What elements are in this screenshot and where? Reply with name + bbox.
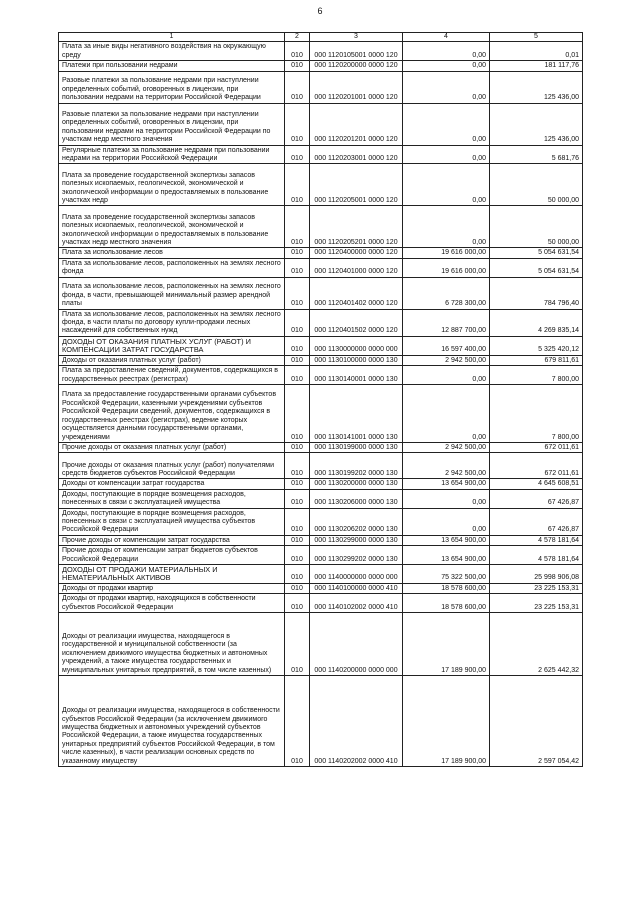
table-row xyxy=(59,336,583,355)
row-line-code-cell: 010 xyxy=(285,442,310,452)
row-executed-cell: 5 681,76 xyxy=(490,145,583,164)
row-name-cell: ДОХОДЫ ОТ ОКАЗАНИЯ ПЛАТНЫХ УСЛУГ (РАБОТ) И КОМПЕНСАЦИИ ЗАТРАТ ГОСУДАРСТВА xyxy=(59,336,285,355)
row-name-cell: Прочие доходы от компенсации затрат бюджетов субъектов Российской Федерации xyxy=(59,546,285,565)
row-executed-cell: 4 578 181,64 xyxy=(490,546,583,565)
row-line-code-cell: 010 xyxy=(285,355,310,365)
table-row xyxy=(59,366,583,385)
row-executed-cell: 50 000,00 xyxy=(490,164,583,206)
row-executed-cell: 181 117,76 xyxy=(490,61,583,71)
column-header: 3 xyxy=(310,33,403,42)
table-row xyxy=(59,442,583,452)
row-kbk-code-cell: 000 1130206202 0000 130 xyxy=(310,508,403,535)
row-kbk-code-cell: 000 1140200000 0000 000 xyxy=(310,613,403,676)
row-name-cell: Плата за предоставление сведений, документов, содержащихся в государственных реестрах (регистрах) xyxy=(59,366,285,385)
row-name-cell: Плата за использование лесов, расположенных на землях лесного фонда, в части платы по договору купли-продажи лесных насаждений для собственных нужд xyxy=(59,309,285,336)
table-row xyxy=(59,355,583,365)
row-name-cell: Плата за проведение государственной экспертизы запасов полезных ископаемых, геологической, экономической и экологической информации о предоставляемых в пользование участках недр xyxy=(59,164,285,206)
row-line-code-cell: 010 xyxy=(285,164,310,206)
row-kbk-code-cell: 000 1120401000 0000 120 xyxy=(310,258,403,277)
table-row xyxy=(59,479,583,489)
row-line-code-cell: 010 xyxy=(285,384,310,442)
row-executed-cell: 67 426,87 xyxy=(490,489,583,508)
column-header: 1 xyxy=(59,33,285,42)
row-kbk-code-cell: 000 1130199202 0000 130 xyxy=(310,453,403,479)
row-executed-cell: 2 597 054,42 xyxy=(490,676,583,767)
row-executed-cell: 2 625 442,32 xyxy=(490,613,583,676)
row-kbk-code-cell: 000 1120205201 0000 120 xyxy=(310,206,403,248)
row-name-cell: Разовые платежи за пользование недрами при наступлении определенных событий, оговоренных в лицензии, при пользовании недрами на территории Российской Федерации xyxy=(59,71,285,103)
row-name-cell: Плата за использование лесов xyxy=(59,248,285,258)
row-executed-cell: 4 645 608,51 xyxy=(490,479,583,489)
row-approved-plan-cell: 0,00 xyxy=(403,103,490,145)
row-name-cell: Доходы от реализации имущества, находящегося в государственной и муниципальной собственности (за исключением движимого имущества бюджетных и автономных учреждений, а также имущества государственных и муниципальных унитарных предприятий, в том числе казенных) xyxy=(59,613,285,676)
row-approved-plan-cell: 0,00 xyxy=(403,366,490,385)
row-kbk-code-cell: 000 1140100000 0000 410 xyxy=(310,583,403,593)
row-executed-cell: 5 054 631,54 xyxy=(490,248,583,258)
row-executed-cell: 0,01 xyxy=(490,42,583,61)
table-row xyxy=(59,564,583,583)
row-line-code-cell: 010 xyxy=(285,583,310,593)
row-executed-cell: 5 054 631,54 xyxy=(490,258,583,277)
table-row xyxy=(59,508,583,535)
row-approved-plan-cell: 0,00 xyxy=(403,206,490,248)
row-approved-plan-cell: 16 597 400,00 xyxy=(403,336,490,355)
row-line-code-cell: 010 xyxy=(285,546,310,565)
row-line-code-cell: 010 xyxy=(285,277,310,309)
column-header: 2 xyxy=(285,33,310,42)
row-kbk-code-cell: 000 1120201001 0000 120 xyxy=(310,71,403,103)
row-kbk-code-cell: 000 1130200000 0000 130 xyxy=(310,479,403,489)
row-approved-plan-cell: 19 616 000,00 xyxy=(403,258,490,277)
row-executed-cell: 5 325 420,12 xyxy=(490,336,583,355)
row-line-code-cell: 010 xyxy=(285,489,310,508)
row-kbk-code-cell: 000 1130140001 0000 130 xyxy=(310,366,403,385)
row-line-code-cell: 010 xyxy=(285,676,310,767)
row-name-cell: Плата за иные виды негативного воздействия на окружающую среду xyxy=(59,42,285,61)
table-row xyxy=(59,277,583,309)
row-approved-plan-cell: 12 887 700,00 xyxy=(403,309,490,336)
row-approved-plan-cell: 2 942 500,00 xyxy=(403,442,490,452)
row-kbk-code-cell: 000 1120401502 0000 120 xyxy=(310,309,403,336)
row-approved-plan-cell: 0,00 xyxy=(403,164,490,206)
row-kbk-code-cell: 000 1120201201 0000 120 xyxy=(310,103,403,145)
row-approved-plan-cell: 0,00 xyxy=(403,508,490,535)
row-name-cell: Регулярные платежи за пользование недрами при пользовании недрами на территории Российской Федерации xyxy=(59,145,285,164)
row-line-code-cell: 010 xyxy=(285,508,310,535)
row-name-cell: Доходы, поступающие в порядке возмещения расходов, понесенных в связи с эксплуатацией имущества субъектов Российской Федерации xyxy=(59,508,285,535)
column-header: 4 xyxy=(403,33,490,42)
row-kbk-code-cell: 000 1120203001 0000 120 xyxy=(310,145,403,164)
row-name-cell: Платежи при пользовании недрами xyxy=(59,61,285,71)
row-kbk-code-cell: 000 1120400000 0000 120 xyxy=(310,248,403,258)
row-kbk-code-cell: 000 1130100000 0000 130 xyxy=(310,355,403,365)
row-line-code-cell: 010 xyxy=(285,564,310,583)
row-executed-cell: 4 578 181,64 xyxy=(490,535,583,545)
row-name-cell: Доходы от оказания платных услуг (работ) xyxy=(59,355,285,365)
row-line-code-cell: 010 xyxy=(285,453,310,479)
row-executed-cell: 67 426,87 xyxy=(490,508,583,535)
row-executed-cell: 672 011,61 xyxy=(490,442,583,452)
row-approved-plan-cell: 18 578 600,00 xyxy=(403,594,490,613)
row-name-cell: Доходы, поступающие в порядке возмещения расходов, понесенных в связи с эксплуатацией имущества xyxy=(59,489,285,508)
row-kbk-code-cell: 000 1130141001 0000 130 xyxy=(310,384,403,442)
row-line-code-cell: 010 xyxy=(285,258,310,277)
table-row xyxy=(59,206,583,248)
row-line-code-cell: 010 xyxy=(285,366,310,385)
row-executed-cell: 125 436,00 xyxy=(490,71,583,103)
row-kbk-code-cell: 000 1130299202 0000 130 xyxy=(310,546,403,565)
row-approved-plan-cell: 0,00 xyxy=(403,61,490,71)
column-header: 5 xyxy=(490,33,583,42)
row-approved-plan-cell: 75 322 500,00 xyxy=(403,564,490,583)
row-executed-cell: 125 436,00 xyxy=(490,103,583,145)
page-number: 6 xyxy=(317,6,323,16)
row-approved-plan-cell: 17 189 900,00 xyxy=(403,676,490,767)
row-executed-cell: 23 225 153,31 xyxy=(490,583,583,593)
table-row xyxy=(59,583,583,593)
row-approved-plan-cell: 13 654 900,00 xyxy=(403,479,490,489)
row-name-cell: Доходы от компенсации затрат государства xyxy=(59,479,285,489)
table-row xyxy=(59,453,583,479)
row-kbk-code-cell: 000 1120205001 0000 120 xyxy=(310,164,403,206)
row-name-cell: ДОХОДЫ ОТ ПРОДАЖИ МАТЕРИАЛЬНЫХ И НЕМАТЕРИАЛЬНЫХ АКТИВОВ xyxy=(59,564,285,583)
row-executed-cell: 25 998 906,08 xyxy=(490,564,583,583)
table-row xyxy=(59,248,583,258)
row-kbk-code-cell: 000 1120401402 0000 120 xyxy=(310,277,403,309)
table-row xyxy=(59,384,583,442)
row-approved-plan-cell: 19 616 000,00 xyxy=(403,248,490,258)
row-name-cell: Прочие доходы от компенсации затрат государства xyxy=(59,535,285,545)
row-kbk-code-cell: 000 1140202002 0000 410 xyxy=(310,676,403,767)
row-kbk-code-cell: 000 1130206000 0000 130 xyxy=(310,489,403,508)
table-row xyxy=(59,535,583,545)
row-line-code-cell: 010 xyxy=(285,594,310,613)
row-line-code-cell: 010 xyxy=(285,61,310,71)
row-kbk-code-cell: 000 1140102002 0000 410 xyxy=(310,594,403,613)
row-name-cell: Прочие доходы от оказания платных услуг (работ) получателями средств бюджетов субъектов Российской Федерации xyxy=(59,453,285,479)
table-row xyxy=(59,489,583,508)
row-name-cell: Плата за использование лесов, расположенных на землях лесного фонда, в части, превышающей минимальный размер арендной платы xyxy=(59,277,285,309)
row-approved-plan-cell: 2 942 500,00 xyxy=(403,355,490,365)
row-kbk-code-cell: 000 1120200000 0000 120 xyxy=(310,61,403,71)
table-row xyxy=(59,546,583,565)
row-name-cell: Доходы от продажи квартир xyxy=(59,583,285,593)
row-executed-cell: 7 800,00 xyxy=(490,366,583,385)
row-executed-cell: 679 811,61 xyxy=(490,355,583,365)
row-line-code-cell: 010 xyxy=(285,309,310,336)
table-row xyxy=(59,103,583,145)
row-kbk-code-cell: 000 1120105001 0000 120 xyxy=(310,42,403,61)
table-row xyxy=(59,309,583,336)
table-row xyxy=(59,61,583,71)
row-line-code-cell: 010 xyxy=(285,535,310,545)
row-kbk-code-cell: 000 1140000000 0000 000 xyxy=(310,564,403,583)
row-approved-plan-cell: 18 578 600,00 xyxy=(403,583,490,593)
row-approved-plan-cell: 13 654 900,00 xyxy=(403,546,490,565)
table-row xyxy=(59,594,583,613)
row-line-code-cell: 010 xyxy=(285,206,310,248)
row-executed-cell: 672 011,61 xyxy=(490,453,583,479)
row-executed-cell: 784 796,40 xyxy=(490,277,583,309)
table-row xyxy=(59,164,583,206)
row-approved-plan-cell: 0,00 xyxy=(403,42,490,61)
row-line-code-cell: 010 xyxy=(285,71,310,103)
row-approved-plan-cell: 0,00 xyxy=(403,71,490,103)
row-line-code-cell: 010 xyxy=(285,42,310,61)
row-approved-plan-cell: 6 728 300,00 xyxy=(403,277,490,309)
table-row xyxy=(59,676,583,767)
row-name-cell: Плата за проведение государственной экспертизы запасов полезных ископаемых, геологической, экономической и экологической информации о предоставляемых в пользование участках недр местного значения xyxy=(59,206,285,248)
row-line-code-cell: 010 xyxy=(285,103,310,145)
row-name-cell: Доходы от продажи квартир, находящихся в собственности субъектов Российской Федерации xyxy=(59,594,285,613)
row-kbk-code-cell: 000 1130299000 0000 130 xyxy=(310,535,403,545)
row-kbk-code-cell: 000 1130000000 0000 000 xyxy=(310,336,403,355)
row-line-code-cell: 010 xyxy=(285,336,310,355)
row-line-code-cell: 010 xyxy=(285,613,310,676)
row-approved-plan-cell: 0,00 xyxy=(403,489,490,508)
row-name-cell: Плата за предоставление государственными органами субъектов Российской Федерации, казенными учреждениями субъектов Российской Федерации сведений, документов, содержащихся в государственных реестрах (регистрах), ведение которых осуществляется данными государственными органами, учреждениями xyxy=(59,384,285,442)
table-row xyxy=(59,258,583,277)
row-kbk-code-cell: 000 1130199000 0000 130 xyxy=(310,442,403,452)
row-name-cell: Плата за использование лесов, расположенных на землях лесного фонда xyxy=(59,258,285,277)
row-approved-plan-cell: 0,00 xyxy=(403,384,490,442)
table-row xyxy=(59,42,583,61)
row-line-code-cell: 010 xyxy=(285,248,310,258)
table-row xyxy=(59,145,583,164)
row-executed-cell: 50 000,00 xyxy=(490,206,583,248)
row-name-cell: Доходы от реализации имущества, находящегося в собственности субъектов Российской Федерации (за исключением движимого имущества бюджетных и автономных учреждений субъектов Российской Федерации, а также имущества государственных унитарных предприятий субъектов Российской Федерации, в том числе казенных), в части реализации основных средств по указанному имуществу xyxy=(59,676,285,767)
row-executed-cell: 7 800,00 xyxy=(490,384,583,442)
revenue-report-table xyxy=(58,32,583,767)
row-executed-cell: 23 225 153,31 xyxy=(490,594,583,613)
row-name-cell: Прочие доходы от оказания платных услуг (работ) xyxy=(59,442,285,452)
row-approved-plan-cell: 17 189 900,00 xyxy=(403,613,490,676)
row-approved-plan-cell: 2 942 500,00 xyxy=(403,453,490,479)
table-row xyxy=(59,71,583,103)
row-name-cell: Разовые платежи за пользование недрами при наступлении определенных событий, оговоренных в лицензии, при пользовании недрами на территории Российской Федерации по участкам недр местного значения xyxy=(59,103,285,145)
row-line-code-cell: 010 xyxy=(285,479,310,489)
row-approved-plan-cell: 0,00 xyxy=(403,145,490,164)
row-line-code-cell: 010 xyxy=(285,145,310,164)
row-executed-cell: 4 269 835,14 xyxy=(490,309,583,336)
row-approved-plan-cell: 13 654 900,00 xyxy=(403,535,490,545)
table-row xyxy=(59,613,583,676)
table-header-row xyxy=(59,33,583,42)
